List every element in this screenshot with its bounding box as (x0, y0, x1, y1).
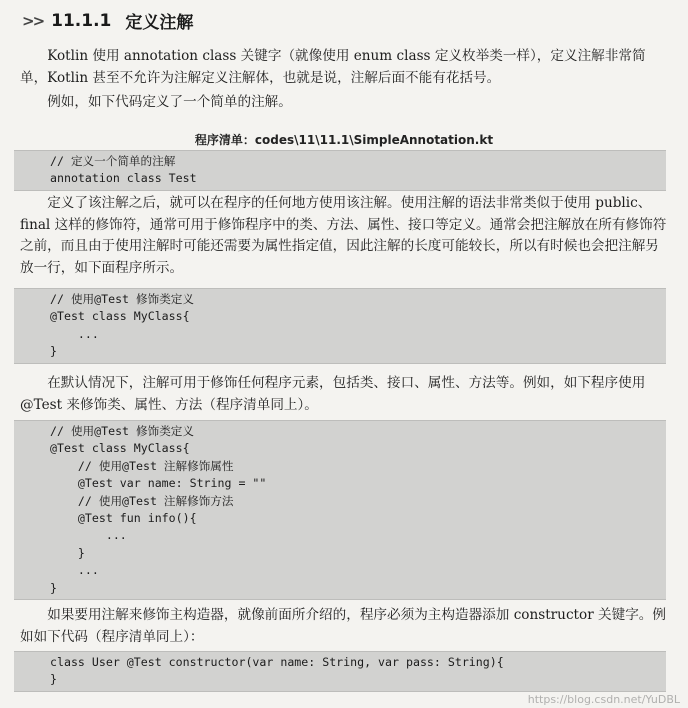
code-line: @Test class MyClass{ (50, 441, 190, 456)
paragraph-usage: 定义了该注解之后，就可以在程序的任何地方使用该注解。使用注解的语法非常类似于使用 public、final 这样的修饰符，通常可用于修饰程序中的类、方法、属性、接口等定义。通常会把注解放在所有修饰符之前，而且由于使用注解时可能还需要为属性指定值，因此注解的长度可能较长，所以有时候也会把注解另放一行，如下面程序所示。 (20, 195, 667, 276)
code-line: // 定义一个简单的注解 (50, 154, 176, 168)
code-block-constructor (14, 651, 666, 692)
paragraph-default: 在默认情况下，注解可用于修饰任何程序元素，包括类、接口、属性、方法等。例如，如下程序使用@Test 来修饰类、属性、方法（程序清单同上）。 (20, 375, 646, 413)
section-title: 定义注解 (125, 13, 194, 33)
code-line: // 使用@Test 注解修饰属性 (50, 458, 234, 473)
code-line: } (50, 580, 57, 595)
paragraph-example: 例如，如下代码定义了一个简单的注解。 (47, 94, 292, 110)
code-line: // 使用@Test 修饰类定义 (50, 292, 194, 306)
section-marker-icon: >> (22, 11, 44, 30)
code-block-class (14, 288, 666, 364)
code-line: } (50, 545, 85, 560)
code-line: @Test fun info(){ (50, 510, 197, 525)
section-heading (22, 8, 193, 33)
code-block-define (14, 150, 666, 191)
code-line: // 使用@Test 注解修饰方法 (50, 493, 234, 508)
code-line: } (50, 672, 57, 687)
paragraph-intro: Kotlin 使用 annotation class 关键字（就像使用 enum class 定义枚举类一样），定义注解非常简单，Kotlin 甚至不允许为注解定义注解体，也就是说，注解后面不能有花括号。 (20, 48, 646, 86)
listing-title: 程序清单：codes\11\11.1\SimpleAnnotation.kt (194, 133, 494, 147)
code-line: ... (50, 563, 99, 578)
code-line: // 使用@Test 修饰类定义 (50, 424, 194, 438)
code-line: class User @Test constructor(var name: String, var pass: String){ (50, 655, 504, 669)
code-line: ... (50, 326, 99, 341)
paragraph-constructor: 如果要用注解来修饰主构造器，就像前面所介绍的，程序必须为主构造器添加 constructor 关键字。例如如下代码（程序清单同上）： (20, 607, 666, 645)
code-line: @Test class MyClass{ (50, 309, 190, 324)
code-block-members (14, 420, 666, 600)
code-line: } (50, 344, 57, 359)
code-line: annotation class Test (50, 171, 197, 186)
code-line: ... (50, 528, 127, 543)
section-number: 11.1.1 (51, 10, 112, 31)
watermark: https://blog.csdn.net/YuDBL (527, 693, 680, 706)
code-line: @Test var name: String = "" (50, 476, 267, 491)
